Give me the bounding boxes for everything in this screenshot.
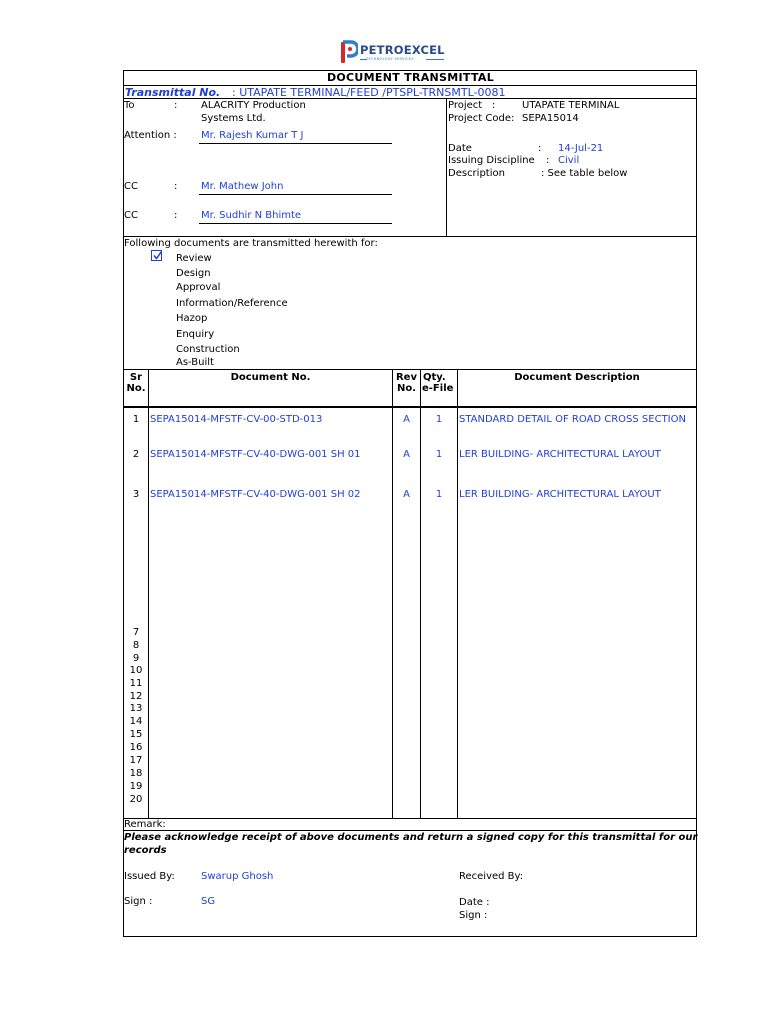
divider — [123, 830, 697, 831]
cc-label: CC — [124, 210, 138, 221]
cc-underline — [199, 223, 392, 224]
header-document-no: Document No. — [230, 372, 311, 383]
empty-row-sr: 9 — [132, 653, 140, 664]
empty-row-sr: 14 — [129, 716, 143, 727]
sign-value: SG — [201, 896, 216, 907]
transmittal-no-label: Transmittal No. — [125, 86, 221, 99]
empty-row-sr: 19 — [129, 781, 143, 792]
divider — [123, 236, 697, 237]
row-description: LER BUILDING- ARCHITECTURAL LAYOUT — [459, 449, 661, 460]
purpose-option: Design — [176, 268, 211, 279]
divider — [123, 369, 697, 370]
logo-tagline-rule — [426, 59, 444, 60]
empty-row-sr: 17 — [129, 755, 143, 766]
info-column-divider — [446, 98, 447, 237]
date-value: 14-Jul-21 — [558, 143, 604, 154]
header-sr: No. — [126, 383, 146, 394]
row-sr: 1 — [132, 414, 140, 425]
empty-row-sr: 20 — [129, 794, 143, 805]
cc-separator: : — [174, 210, 178, 221]
purpose-option: Approval — [176, 282, 221, 293]
row-rev: A — [403, 449, 410, 460]
header-qty: e-File — [422, 383, 454, 394]
empty-row-sr: 10 — [129, 665, 143, 676]
row-description: LER BUILDING- ARCHITECTURAL LAYOUT — [459, 489, 661, 500]
outer-border-left — [123, 70, 124, 937]
discipline-value: Civil — [558, 155, 580, 166]
row-description: STANDARD DETAIL OF ROAD CROSS SECTION — [459, 414, 686, 425]
empty-row-sr: 16 — [129, 742, 143, 753]
checkmark-icon — [152, 250, 163, 261]
cc-value: Mr. Mathew John — [201, 181, 284, 192]
row-qty: 1 — [435, 414, 443, 425]
header-qty: Qty. — [423, 372, 446, 383]
table-header-divider — [123, 406, 697, 408]
col-divider-sr — [148, 369, 149, 818]
logo-name: PETROEXCEL — [360, 43, 445, 57]
date-label: Date — [448, 143, 472, 154]
row-document-no: SEPA15014-MFSTF-CV-40-DWG-001 SH 01 — [150, 449, 361, 460]
purpose-option: Review — [176, 253, 212, 264]
cc-separator: : — [174, 181, 178, 192]
logo-mark-icon — [340, 40, 358, 64]
cc-underline — [199, 194, 392, 195]
received-sign-label: Sign : — [459, 910, 488, 921]
empty-row-sr: 18 — [129, 768, 143, 779]
purpose-option: Hazop — [176, 313, 208, 324]
row-rev: A — [403, 489, 410, 500]
row-sr: 2 — [132, 449, 140, 460]
purpose-intro: Following documents are transmitted herewith for: — [124, 238, 378, 249]
received-date-label: Date : — [459, 897, 490, 908]
empty-row-sr: 11 — [129, 678, 143, 689]
col-divider-rev — [420, 369, 421, 818]
remark-label: Remark: — [124, 819, 166, 830]
purpose-option: Enquiry — [176, 329, 215, 340]
row-document-no: SEPA15014-MFSTF-CV-40-DWG-001 SH 02 — [150, 489, 361, 500]
cc-value: Mr. Sudhir N Bhimte — [201, 210, 302, 221]
logo-tagline: TECHNOLOGY SERVICES — [366, 57, 414, 61]
empty-row-sr: 8 — [132, 640, 140, 651]
description-value: : See table below — [541, 168, 628, 179]
petroexcel-logo — [336, 40, 456, 70]
page-title: DOCUMENT TRANSMITTAL — [326, 71, 495, 84]
empty-row-sr: 12 — [129, 691, 143, 702]
row-qty: 1 — [435, 489, 443, 500]
received-by-label: Received By: — [459, 871, 524, 882]
acknowledge-text-line1: Please acknowledge receipt of above documents and return a signed copy for this transmittal for our — [124, 832, 698, 843]
project-code-label: Project Code: — [448, 113, 515, 124]
purpose-option: Construction — [176, 344, 240, 355]
to-label: To — [124, 100, 135, 111]
attention-value: Mr. Rajesh Kumar T J — [201, 130, 304, 141]
divider — [123, 818, 697, 819]
outer-border-bottom — [123, 936, 697, 937]
row-rev: A — [403, 414, 410, 425]
review-checkbox[interactable] — [151, 250, 162, 261]
issued-by-value: Swarup Ghosh — [201, 871, 274, 882]
purpose-option: As-Built — [176, 357, 214, 368]
row-document-no: SEPA15014-MFSTF-CV-00-STD-013 — [150, 414, 323, 425]
empty-row-sr: 7 — [132, 627, 140, 638]
to-separator: : — [174, 100, 178, 111]
header-sr: Sr — [129, 372, 143, 383]
description-label: Description — [448, 168, 505, 179]
attention-label: Attention : — [124, 130, 177, 141]
col-divider-doc — [392, 369, 393, 818]
cc-label: CC — [124, 181, 138, 192]
project-value: UTAPATE TERMINAL — [522, 100, 620, 111]
discipline-separator: : — [546, 155, 550, 166]
row-qty: 1 — [435, 449, 443, 460]
date-separator: : — [538, 143, 542, 154]
outer-border-right — [696, 70, 697, 937]
header-rev: No. — [396, 383, 417, 394]
discipline-label: Issuing Discipline — [448, 155, 535, 166]
to-value-line1: ALACRITY Production — [201, 100, 306, 111]
col-divider-qty — [457, 369, 458, 818]
issued-by-label: Issued By: — [124, 871, 175, 882]
transmittal-no-value: : UTAPATE TERMINAL/FEED /PTSPL-TRNSMTL-0081 — [232, 86, 506, 99]
empty-row-sr: 13 — [129, 703, 143, 714]
project-separator: : — [492, 100, 496, 111]
sign-label: Sign : — [124, 896, 153, 907]
empty-row-sr: 15 — [129, 729, 143, 740]
project-label: Project — [448, 100, 483, 111]
header-description: Document Description — [514, 372, 640, 383]
header-rev: Rev — [395, 372, 417, 383]
attention-underline — [199, 143, 392, 144]
acknowledge-text-line2: records — [124, 845, 167, 856]
to-value-line2: Systems Ltd. — [201, 113, 266, 124]
row-sr: 3 — [132, 489, 140, 500]
project-code-value: SEPA15014 — [522, 113, 579, 124]
purpose-option: Information/Reference — [176, 298, 288, 309]
